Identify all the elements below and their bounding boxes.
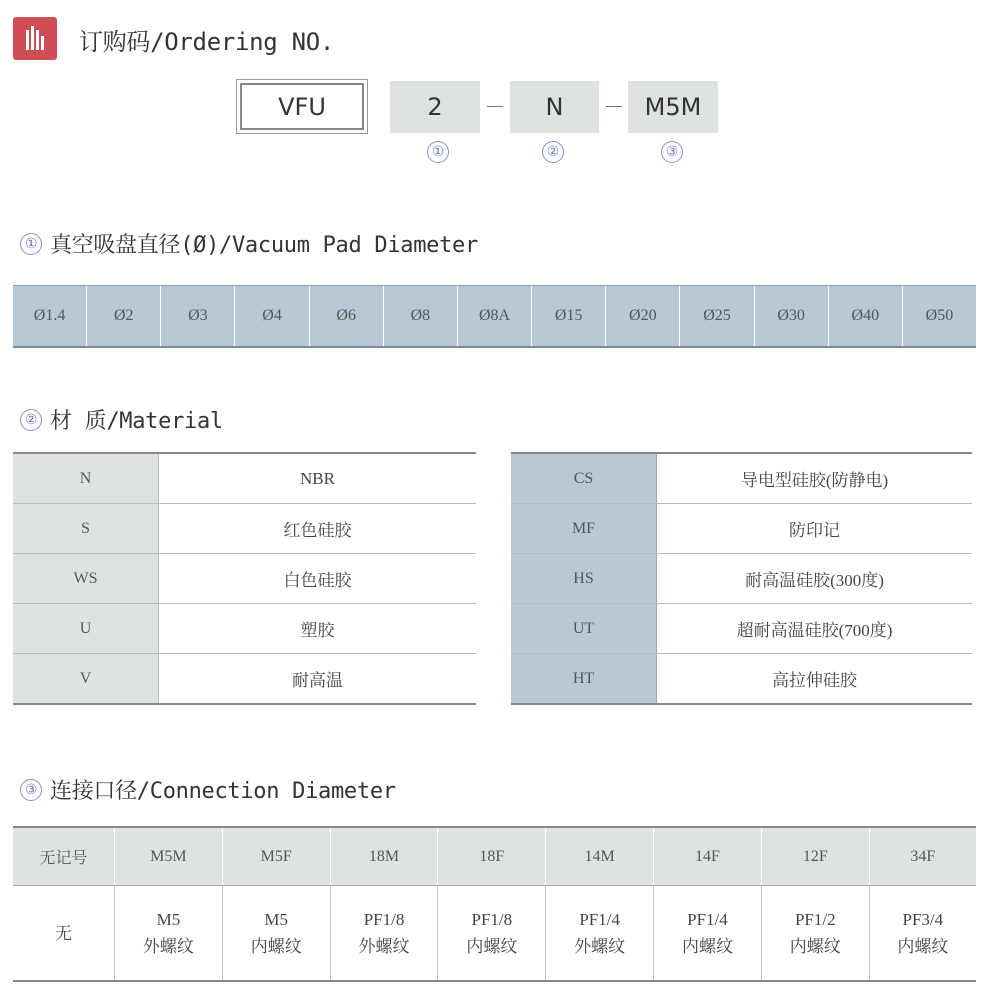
connection-spec xyxy=(654,886,762,982)
section-title-text: 材 质/Material xyxy=(50,409,223,434)
material-name: 耐高温硅胶(300度) xyxy=(657,554,973,604)
material-table-right xyxy=(511,452,972,705)
connection-spec xyxy=(330,886,438,982)
connection-thread-type: 内螺纹 xyxy=(250,937,302,956)
material-name: 耐高温 xyxy=(292,671,343,690)
connection-spec xyxy=(222,886,330,982)
table-row xyxy=(13,453,476,504)
diameter-options xyxy=(13,285,976,348)
connection-spec xyxy=(438,886,546,982)
connection-table xyxy=(13,826,976,982)
code-index-3: ③ xyxy=(661,141,683,163)
diameter-option: Ø6 xyxy=(310,286,384,346)
diameter-option: Ø8 xyxy=(384,286,458,346)
connection-thread-type: 外螺纹 xyxy=(574,937,626,956)
diameter-option: Ø1.4 xyxy=(13,286,87,346)
material-code: MF xyxy=(511,504,657,554)
diameter-option: Ø3 xyxy=(161,286,235,346)
diameter-option: Ø8A xyxy=(458,286,532,346)
connection-code: M5M xyxy=(115,827,223,886)
table-row xyxy=(13,504,476,554)
material-table-left xyxy=(13,452,476,705)
material-name: 超耐高温硅胶(700度) xyxy=(657,604,973,654)
connection-size: M5 xyxy=(156,910,181,929)
code-dash xyxy=(606,106,622,107)
table-row xyxy=(13,654,476,705)
connection-thread-type: 外螺纹 xyxy=(358,937,410,956)
table-row xyxy=(13,604,476,654)
table-row xyxy=(511,453,972,504)
connection-code: 无记号 xyxy=(13,827,115,886)
connection-code: 14M xyxy=(546,827,654,886)
section-number: ③ xyxy=(20,779,42,801)
diameter-option: Ø4 xyxy=(235,286,309,346)
material-code: UT xyxy=(511,604,657,654)
connection-size: PF1/8 xyxy=(471,910,513,929)
material-code: HT xyxy=(511,654,657,705)
page-title: 订购码/Ordering NO. xyxy=(79,28,335,56)
material-code: WS xyxy=(13,554,159,604)
material-name: NBR xyxy=(159,453,477,504)
code-index-2: ② xyxy=(542,141,564,163)
material-name: 导电型硅胶(防静电) xyxy=(657,453,973,504)
connection-code: 18F xyxy=(438,827,546,886)
code-index-1: ① xyxy=(427,141,449,163)
connection-size: PF3/4 xyxy=(902,910,944,929)
material-code: N xyxy=(13,453,159,504)
model-code-box xyxy=(236,79,368,134)
table-row xyxy=(13,886,976,982)
section-material-title xyxy=(20,404,223,435)
connection-code: 14F xyxy=(654,827,762,886)
diameter-option: Ø20 xyxy=(606,286,680,346)
diameter-option: Ø25 xyxy=(680,286,754,346)
connection-spec xyxy=(546,886,654,982)
table-row xyxy=(511,604,972,654)
connection-spec xyxy=(13,886,115,982)
material-name: 塑胶 xyxy=(159,604,477,654)
table-row xyxy=(13,827,976,886)
connection-size: PF1/8 xyxy=(363,910,405,929)
model-code: VFU xyxy=(240,83,364,130)
code-part-3: M5M xyxy=(628,81,718,133)
connection-code: 34F xyxy=(869,827,976,886)
section-number: ① xyxy=(20,233,42,255)
connection-thread-type: 内螺纹 xyxy=(789,937,841,956)
connection-size: M5 xyxy=(264,910,289,929)
section-title-text: 连接口径/Connection Diameter xyxy=(50,779,396,804)
section-diameter-title xyxy=(20,228,478,259)
connection-code: 12F xyxy=(761,827,869,886)
connection-code: 18M xyxy=(330,827,438,886)
code-part-2: N xyxy=(510,81,599,133)
connection-size: PF1/2 xyxy=(794,910,836,929)
table-row xyxy=(13,554,476,604)
material-code: V xyxy=(13,654,159,705)
diameter-option: Ø30 xyxy=(755,286,829,346)
bar-chart-icon xyxy=(13,17,57,60)
section-title-text: 真空吸盘直径(Ø)/Vacuum Pad Diameter xyxy=(50,233,478,258)
diameter-option: Ø40 xyxy=(829,286,903,346)
diameter-option: Ø15 xyxy=(532,286,606,346)
connection-size: PF1/4 xyxy=(687,910,728,929)
connection-spec xyxy=(115,886,223,982)
diameter-option: Ø2 xyxy=(87,286,161,346)
connection-spec xyxy=(761,886,869,982)
section-number: ② xyxy=(20,409,42,431)
material-code: CS xyxy=(511,453,657,504)
connection-thread-type: 内螺纹 xyxy=(681,937,733,956)
material-code: U xyxy=(13,604,159,654)
connection-size: 无 xyxy=(55,923,72,943)
section-connection-title xyxy=(20,774,396,805)
table-row xyxy=(511,504,972,554)
material-code: S xyxy=(13,504,159,554)
connection-thread-type: 内螺纹 xyxy=(897,937,949,956)
material-name: 高拉伸硅胶 xyxy=(772,671,857,690)
material-name: 红色硅胶 xyxy=(159,504,477,554)
code-dash xyxy=(487,106,503,107)
diameter-option: Ø50 xyxy=(925,307,954,324)
connection-thread-type: 内螺纹 xyxy=(466,937,518,956)
table-row xyxy=(511,554,972,604)
material-name: 白色硅胶 xyxy=(159,554,477,604)
code-part-1: 2 xyxy=(390,81,480,133)
connection-spec xyxy=(869,886,976,982)
connection-thread-type: 外螺纹 xyxy=(142,937,194,956)
connection-size: PF1/4 xyxy=(579,910,620,929)
connection-code: M5F xyxy=(222,827,330,886)
table-row xyxy=(511,654,972,705)
material-code: HS xyxy=(511,554,657,604)
material-name: 防印记 xyxy=(657,504,973,554)
